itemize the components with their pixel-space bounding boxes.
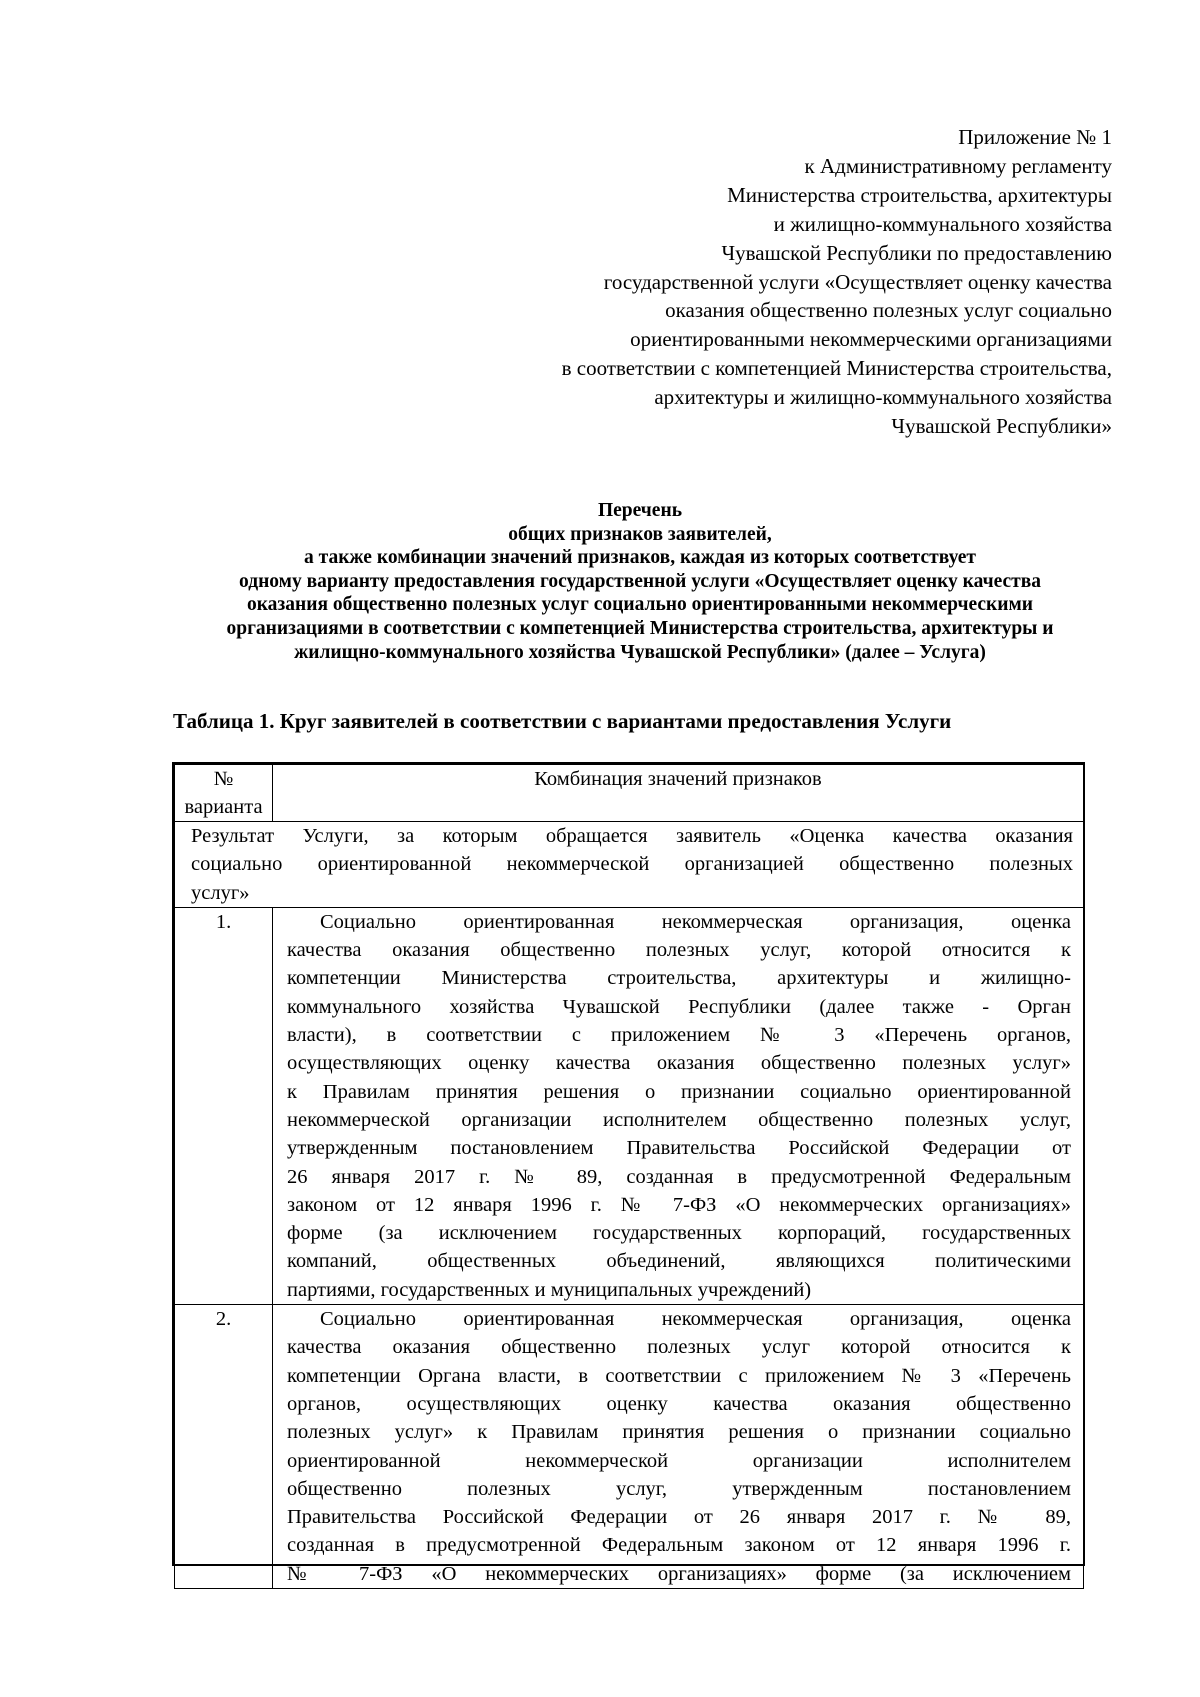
appendix-line: архитектуры и жилищно-коммунального хозяйства — [654, 385, 1112, 410]
appendix-line: Министерства строительства, архитектуры — [727, 182, 1112, 207]
text-line: осуществляющих оценку качества оказания общественно полезных услуг» — [287, 1052, 1071, 1075]
appendix-line: Приложение № 1 — [958, 125, 1112, 149]
appendix-line: Чувашской Республики» — [891, 414, 1112, 439]
appendix-line: ориентированными некоммерческими организациями — [630, 327, 1112, 352]
text-line: 26 января 2017 г. № 89, созданная в предусмотренной Федеральным — [287, 1165, 1071, 1188]
table-header-row — [175, 765, 1084, 822]
text-line: Социально ориентированная некоммерческая организация, оценка — [320, 910, 1071, 933]
appendix-line: оказания общественно полезных услуг социально — [665, 298, 1112, 323]
title-line: организациями в соответствии с компетенцией Министерства строительства, архитектуры и — [226, 617, 1054, 639]
text-line: № 7-ФЗ «О некоммерческих организациях» форме (за исключением — [287, 1562, 1071, 1585]
text-line: ориентированной некоммерческой организации исполнителем — [287, 1449, 1071, 1472]
table-row — [175, 907, 1084, 1304]
appendix-line: в соответствии с компетенцией Министерства строительства, — [561, 356, 1112, 381]
header-variant-number — [175, 765, 273, 822]
text-line: некоммерческой организации исполнителем общественно полезных услуг, — [287, 1108, 1071, 1131]
result-line: Результат Услуги, за которым обращается заявитель «Оценка качества оказания — [191, 825, 1073, 847]
text-line: утвержденным постановлением Правительства Российской Федерации от — [287, 1137, 1071, 1160]
title-line: общих признаков заявителей, — [508, 523, 772, 545]
variant-description — [273, 907, 1084, 1304]
text-line: компетенции Органа власти, в соответствии с приложением № 3 «Перечень — [287, 1364, 1071, 1387]
variant-description — [273, 1305, 1084, 1589]
appendix-line: государственной услуги «Осуществляет оценку качества — [603, 269, 1112, 294]
text-line: власти), в соответствии с приложением № 3 «Перечень органов, — [287, 1024, 1071, 1047]
applicants-table — [172, 762, 1085, 1585]
result-line: услуг» — [191, 881, 250, 904]
header-combination: Комбинация значений признаков — [273, 765, 1084, 822]
text-line: качества оказания общественно полезных услуг которой относится к — [287, 1336, 1071, 1359]
appendix-line: и жилищно-коммунального хозяйства — [773, 211, 1112, 236]
text-line: компаний, общественных объединений, являющихся политическими — [287, 1250, 1071, 1273]
text-line: органов, осуществляющих оценку качества оказания общественно — [287, 1392, 1071, 1415]
text-line: партиями, государственных и муниципальных учреждений) — [287, 1278, 812, 1301]
result-row — [175, 822, 1084, 908]
text-line: коммунального хозяйства Чувашской Республики (далее также - Орган — [287, 995, 1071, 1018]
appendix-line: к Административному регламенту — [804, 153, 1112, 178]
header-num-line: № — [213, 768, 234, 790]
text-line: Социально ориентированная некоммерческая организация, оценка — [320, 1308, 1071, 1331]
text-line: созданная в предусмотренной Федеральным законом от 12 января 1996 г. — [287, 1534, 1071, 1557]
text-line: к Правилам принятия решения о признании социально ориентированной — [287, 1080, 1071, 1103]
title-line: жилищно-коммунального хозяйства Чувашской Республики» (далее – Услуга) — [294, 641, 986, 663]
appendix-line: Чувашской Республики по предоставлению — [721, 240, 1112, 265]
appendix-header — [412, 123, 1112, 441]
text-line: законом от 12 января 1996 г. № 7-ФЗ «О некоммерческих организациях» — [287, 1193, 1071, 1216]
variant-number: 2. — [175, 1305, 273, 1589]
table-row — [175, 1305, 1084, 1589]
result-cell — [175, 822, 1084, 908]
header-num-line: варианта — [184, 796, 263, 818]
text-line: форме (за исключением государственных корпораций, государственных — [287, 1222, 1071, 1245]
title-line: а также комбинации значений признаков, каждая из которых соответствует — [304, 547, 976, 569]
document-title — [150, 499, 1130, 664]
text-line: компетенции Министерства строительства, архитектуры и жилищно- — [287, 967, 1071, 990]
text-line: Правительства Российской Федерации от 26 января 2017 г. № 89, — [287, 1506, 1071, 1529]
text-line: полезных услуг» к Правилам принятия решения о признании социально — [287, 1421, 1071, 1444]
variant-number: 1. — [175, 907, 273, 1304]
title-line: оказания общественно полезных услуг социально ориентированными некоммерческими — [246, 594, 1034, 616]
text-line: общественно полезных услуг, утвержденным постановлением — [287, 1477, 1071, 1500]
text-line: качества оказания общественно полезных услуг, которой относится к — [287, 939, 1071, 962]
result-line: социально ориентированной некоммерческой организацией общественно полезных — [191, 853, 1073, 876]
title-line: одному варианту предоставления государственной услуги «Осуществляет оценку качества — [239, 570, 1041, 592]
title-line: Перечень — [597, 500, 683, 521]
table-caption: Таблица 1. Круг заявителей в соответствии с вариантами предоставления Услуги — [173, 709, 952, 733]
